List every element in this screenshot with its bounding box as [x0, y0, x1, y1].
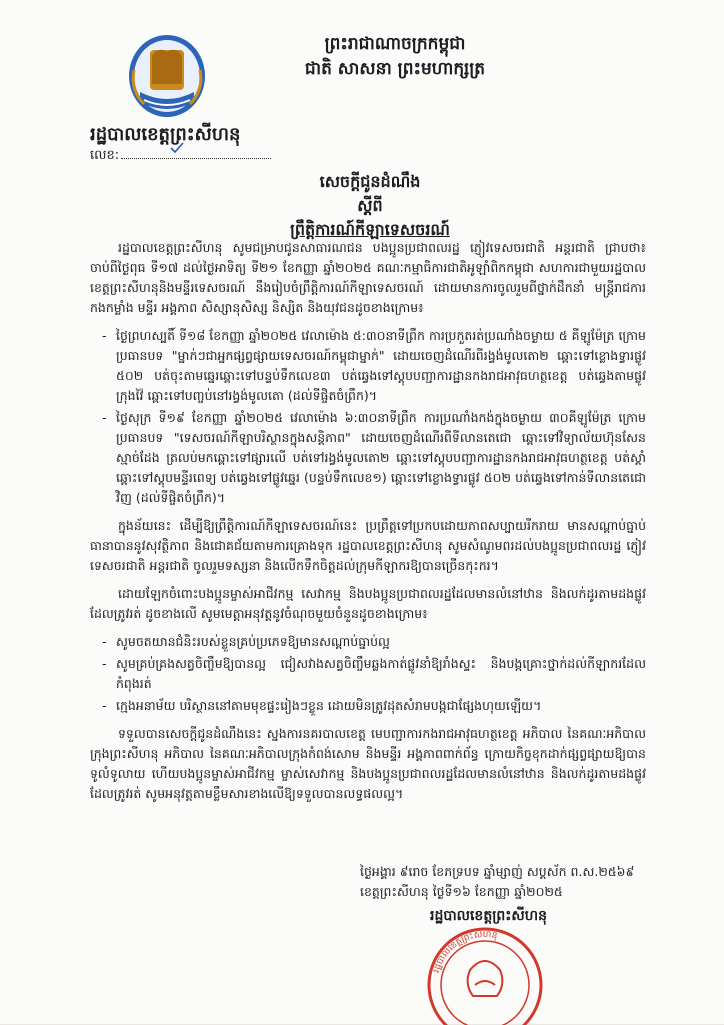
event-list — [90, 326, 646, 508]
event-item: - ថ្ងៃសុក្រ ទី១៩ ខែកញ្ញា ឆ្នាំ២០២៥ វេលាម៉ោង ៦:៣០នាទីព្រឹក ការប្រណាំងកង់ក្នុងចម្ងាយ ៣០គីឡូម៉ែត្រ ក្រោមប្រធានបទ "ទេសចរណ៍កីឡាបរិស្ថានក្នុងសន្តិភាព" ដោយចេញដំណើរពីទីលានតេជោ ឆ្ពោះទៅវិទ្យាល័យហ៊ុនសែនស្មាច់ដែង ត្រលប់មកឆ្ពោះទៅផ្សារលើ បត់ទៅរង្វង់មូលតោ២ ឆ្ពោះទៅស្តុបបញ្ជាការដ្ឋានកងរាជអាវុធហត្ថខេត្ត បត់ស្តាំឆ្ពោះទៅស្តុបមន្ទីរពេទ្យ បត់ឆ្វេងទៅផ្លូវឆ្នេរ (បន្ទប់ទឹកលេខ១) ឆ្ពោះទៅខ្លោងទ្វារផ្លូវ ៥០២ បត់ឆ្វេងទៅកាន់ទីលានតេជោវិញ (ដល់ទីផ្ចិតចំព្រឹក)។ — [90, 408, 646, 508]
notice-title-subject: ព្រឹត្តិការណ៍កីឡាទេសចរណ៍ — [290, 220, 450, 239]
reference-label: លេខ: — [90, 148, 120, 163]
notice-body — [90, 238, 646, 812]
event-item: - ថ្ងៃព្រហស្បតិ៍ ទី១៨ ខែកញ្ញា ឆ្នាំ២០២៥ វេលាម៉ោង ៥:៣០នាទីព្រឹក ការប្រកួតរត់ប្រណាំងចម្ងាយ ៥ គីឡូម៉ែត្រ ក្រោមប្រធានបទ "ម្នាក់ៗជាអ្នកផ្សព្វផ្សាយទេសចរណ៍កម្ពុជាម្នាក់" ដោយចេញដំណើរពីរង្វង់មូលតោ២ ឆ្ពោះទៅខ្លោងទ្វារផ្លូវ ៥០២ បត់ចុះតាមឆ្នេរឆ្ពោះទៅបន្ទប់ទឹកលេខ៣ បត់ឆ្វេងទៅស្តុបបញ្ជាការដ្ឋានកងរាជអាវុធហត្ថខេត្ត បត់ឆ្វេងតាមផ្លូវក្រុងវ៉ៃ ឆ្ពោះទៅបញ្ចប់នៅរង្វង់មូលតោ (ដល់ទីផ្ចិតចំព្រឹក)។ — [90, 326, 646, 406]
intro-paragraph: រដ្ឋបាលខេត្តព្រះសីហនុ សូមជម្រាបជូនសាធារណជន បងប្អូនប្រជាពលរដ្ឋ ភ្ញៀវទេសចរជាតិ អន្តរជាតិ ជ្រាបថា៖ ចាប់ពីថ្ងៃពុធ ទី១៧ ដល់ថ្ងៃអាទិត្យ ទី២១ ខែកញ្ញា ឆ្នាំ២០២៥ គណៈកម្មាធិការជាតិអូឡាំពិកកម្ពុជា សហការជាមួយរដ្ឋបាលខេត្តព្រះសីហនុនិងមន្ទីរទេសចរណ៍ នឹងរៀបចំព្រឹត្តិការណ៍កីឡាទេសចរណ៍ ដោយមានការចូលរួមពីថ្នាក់ដឹកនាំ មន្ត្រីរាជការ កងកម្លាំង មន្ទីរ អង្គភាព សិស្សានុសិស្ស និស្សិត និងយុវជនដូចខាងក្រោម៖ — [90, 240, 646, 315]
kingdom-motto — [245, 32, 545, 82]
request-item: - សូមចតយានជំនិះរបស់ខ្លួនគ្រប់ប្រភេទឱ្យមានសណ្តាប់ធ្នាប់ល្អ — [90, 632, 646, 652]
provincial-emblem-icon — [126, 30, 208, 120]
notice-title — [180, 170, 560, 242]
kingdom-name: ព្រះរាជាណាចក្រកម្ពុជា — [324, 34, 466, 54]
closing-paragraph: ទទួលបានសេចក្តីជូនដំណឹងនេះ ស្នងការនគរបាលខេត្ត មេបញ្ជាការកងរាជអាវុធហត្ថខេត្ត អភិបាល នៃគណៈអភិបាលក្រុងព្រះសីហនុ អភិបាល នៃគណៈអភិបាលក្រុងកំពង់សោម និងមន្ទីរ អង្គភាពពាក់ព័ន្ធ ក្រោយកិច្ចខុកដាក់ផ្សព្វផ្សាយឱ្យបានទូលំទូលាយ ហើយបងប្អូនម្ចាស់អាជីវកម្ម ម្ចាស់សេវាកម្ម និងបងប្អូនប្រជាពលរដ្ឋដែលមានលំនៅឋាន និងលក់ដូរតាមដងផ្លូវដែលត្រូវរត់ សូមអនុវត្តតាមខ្លឹមសារខាងលើឱ្យទទួលបានលទ្ធផលល្អ។ — [90, 726, 646, 801]
reference-dotted-line — [121, 146, 271, 159]
date-block — [360, 862, 660, 902]
signatory-title: រដ្ឋបាលខេត្តព្រះសីហនុ — [430, 908, 547, 924]
official-seal-icon — [415, 915, 555, 1025]
request-item: - សូមគ្រប់គ្រងសត្វចិញ្ចឹមឱ្យបានល្អ ជៀសវាងសត្វចិញ្ចឹមឆ្លងកាត់ផ្លូវនាំឱ្យរាំងស្ទះ និងបង្កគ្រោះថ្នាក់ដល់កីឡាករដែលកំពុងរត់ — [90, 654, 646, 694]
request-item: - ក្មេងអនាម័យ បរិស្ថាននៅតាមមុខផ្ទះរៀងៗខ្លួន ដោយមិនត្រូវដុតសំរាមបង្កជាផ្សែងហុយឡើយ។ — [90, 696, 646, 716]
check-mark-icon — [170, 142, 184, 154]
request-list — [90, 632, 646, 716]
lunar-date: ថ្ងៃអង្គារ ៩រោច ខែភទ្របទ ឆ្នាំម្សាញ់ សប្តស័ក ព.ស.២៥៦៩ — [360, 864, 635, 879]
appeal-paragraph: ក្នុងន័យនេះ ដើម្បីឱ្យព្រឹត្តិការណ៍កីឡាទេសចរណ៍នេះ ប្រព្រឹត្តទៅប្រកបដោយភាពសប្បាយរីករាយ មានសណ្តាប់ធ្នាប់ ធានាបាននូវសុវត្ថិភាព និងជោគជ័យតាមការគ្រោងទុក រដ្ឋបាលខេត្តព្រះសីហនុ សូមសំណូមពរដល់បងប្អូនប្រជាពលរដ្ឋ ភ្ញៀវទេសចរជាតិ អន្តរជាតិ ចូលរួមទស្សនា និងលើកទឹកចិត្តដល់ក្រុមកីឡាករឱ្យបានច្រើនកុះករ។ — [90, 518, 646, 573]
seal-text: រដ្ឋបាលខេត្តព្រះសីហនុ — [431, 929, 499, 974]
issuer-name: រដ្ឋបាលខេត្តព្រះសីហនុ — [90, 124, 241, 145]
solar-date: ខេត្តព្រះសីហនុ ថ្ងៃទី១៦ ខែកញ្ញា ឆ្នាំ២០២៥ — [360, 884, 563, 899]
notice-title-main: សេចក្តីជូនដំណឹង — [319, 172, 421, 191]
national-motto: ជាតិ សាសនា ព្រះមហាក្សត្រ — [304, 59, 486, 79]
residents-paragraph: ដោយឡែកចំពោះបងប្អូនម្ចាស់អាជីវកម្ម សេវាកម្ម និងបងប្អូនប្រជាពលរដ្ឋដែលមានលំនៅឋាន និងលក់ដូរតាមដងផ្លូវដែលត្រូវរត់ ដូចខាងលើ សូមមេត្តាអនុវត្តនូវចំណុចមួយចំនួនដូចខាងក្រោម៖ — [90, 586, 646, 621]
notice-title-about: ស្តីពី — [357, 196, 383, 215]
